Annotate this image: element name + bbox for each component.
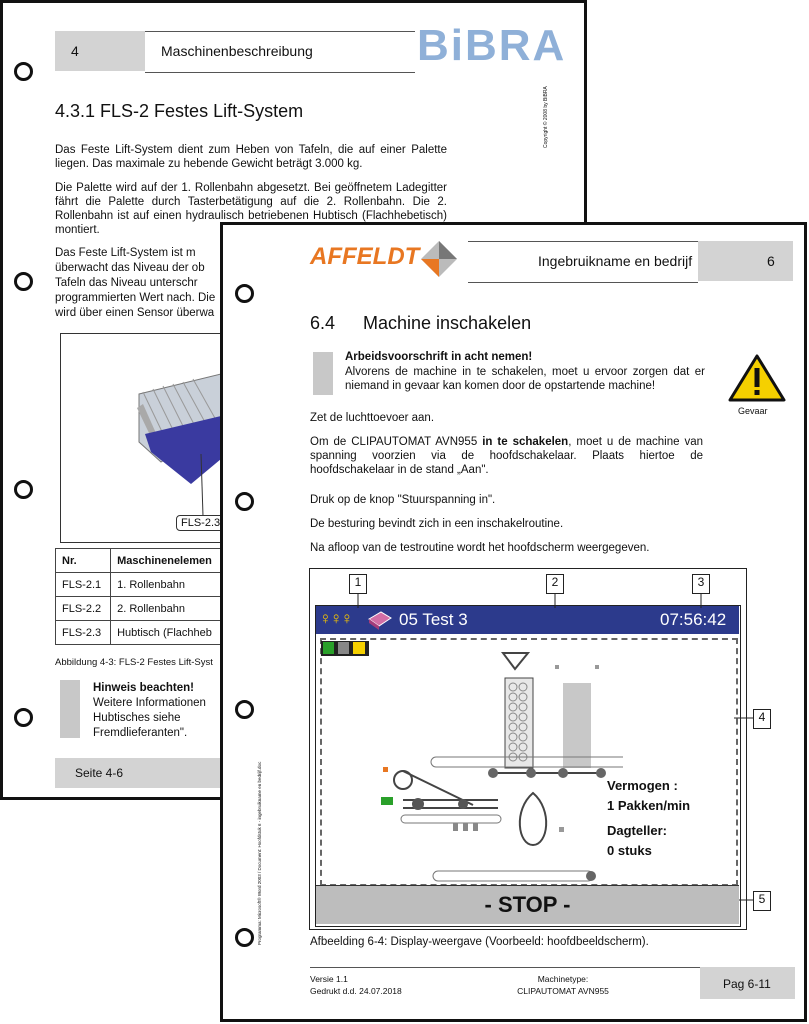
danger-label: Gevaar [738,406,768,416]
front-title-number: 6.4 [310,313,336,333]
back-figure-caption: Abbildung 4-3: FLS-2 Festes Lift-Syst [55,657,213,668]
front-figure-caption: Afbeelding 6-4: Display-weergave (Voorbeeld: hoofdbeeldscherm). [310,936,649,948]
step-switch-on: Om de CLIPAUTOMAT AVN955 in te schakelen, moet u de machine van spanning voorzien via de hoofdschakelaar. Plaats hiertoe de hoofdschakelaar in de stand „Aan". [310,436,703,476]
footer-machine-type: Machinetype: CLIPAUTOMAT AVN955 [517,974,609,996]
callout-leader-lines [309,568,779,928]
front-page-number: 6 [767,253,775,269]
binder-hole [235,928,254,947]
stop-label: - STOP - [484,892,571,917]
callout-2: 2 [546,574,564,594]
table-header-row [56,549,225,573]
warning-triangle-icon [728,353,786,403]
vermogen-value: 1 Pakken/min [607,798,691,813]
front-header-number-box [698,241,793,281]
table-header: Nr. [56,549,111,573]
callout-5: 5 [753,891,771,911]
front-footer-page: Pag 6-11 [723,977,771,991]
warning-title: Arbeidsvoorschrift in acht nemen! [345,351,533,363]
bibra-logo: BiBRA [417,21,567,70]
step-air: Zet de luchttoevoer aan. [310,412,435,424]
back-section-title: Maschinenbeschreibung [161,43,313,59]
back-callout-fls23: FLS-2.3 [176,515,225,531]
back-paragraph-3: Das Feste Lift-System ist m überwacht das Niveau der ob Tafeln das Niveau unterschr programmierten Wert nach. Die wird über einen Sensor überwa [55,247,216,319]
step-routine: De besturing bevindt zich in een inschakelroutine. [310,518,564,530]
affeldt-logo: AFFELDT [310,243,420,270]
binder-hole [235,492,254,511]
callout-3: 3 [692,574,710,594]
front-section-title: Ingebruikname en bedrijf [538,253,693,269]
front-title: Machine inschakelen [363,313,532,333]
back-paragraph-1: Das Feste Lift-System dient zum Heben von Tafeln, die auf einer Palette liegen. Das maximale zu hebende Gewicht beträgt 3.000 kg. [55,144,447,170]
table-row: FLS-2.1 1. Rollenbahn [56,573,225,597]
binder-hole [235,284,254,303]
front-page [220,222,807,1022]
front-side-note: Programma: Microsoft® Word 2003 / Document: Hoofdstuk 6 - ingebruikname en bedrijf.doc [257,761,262,945]
back-parts-table [55,548,225,645]
binder-hole [14,480,33,499]
clock-display: 07:56:42 [660,610,727,629]
front-footer-line [310,967,700,968]
back-footer-page: Seite 4-6 [75,766,124,780]
callout-1: 1 [349,574,367,594]
binder-hole [14,272,33,291]
back-copyright: Copyright © 2008 by BiBRA [543,86,549,148]
dagteller-value: 0 stuks [607,843,652,858]
binder-hole [235,700,254,719]
table-row: FLS-2.2 2. Rollenbahn [56,597,225,621]
back-note: Hinweis beachten! Weitere Informationen Hubtisches siehe Fremdlieferanten". [93,682,206,739]
warning-bar [313,352,333,395]
program-name: 05 Test 3 [399,610,468,629]
warning-text: Alvorens de machine in te schakelen, moet u ervoor zorgen dat er niemand in gevaar kan komen door de opstartende machine! [345,366,705,392]
step-press-button: Druk op de knop "Stuurspanning in". [310,494,496,506]
back-figure-frame [60,333,222,543]
footer-version: Versie 1.1 Gedrukt d.d. 24.07.2018 [310,974,402,996]
back-note-bar [60,680,80,738]
affeldt-diamond-icon [419,239,459,279]
back-header [55,31,145,71]
back-paragraph-2: Die Palette wird auf der 1. Rollenbahn abgesetzt. Bei geöffnetem Ladegitter fährt die Palette durch Tasterbetätigung auf die 2. Rollenbahn. Die 2. Rollenbahn ist auf einen hydraulisch betriebenen Hubtisch (Flachhebetisch) montiert. [55,182,447,236]
table-header: Maschinenelemen [111,549,225,573]
step-main-screen: Na afloop van de testroutine wordt het hoofdscherm weergegeven. [310,542,650,554]
dagteller-label: Dagteller: [607,823,667,838]
back-title: 4.3.1 FLS-2 Festes Lift-System [55,101,304,121]
back-page-number: 4 [71,43,79,59]
callout-4: 4 [753,709,771,729]
user-level-icon: ♀♀♀ [319,609,352,628]
binder-hole [14,708,33,727]
binder-hole [14,62,33,81]
vermogen-label: Vermogen : [607,778,678,793]
table-row: FLS-2.3 Hubtisch (Flachheb [56,621,225,645]
lift-system-illustration [61,334,221,542]
